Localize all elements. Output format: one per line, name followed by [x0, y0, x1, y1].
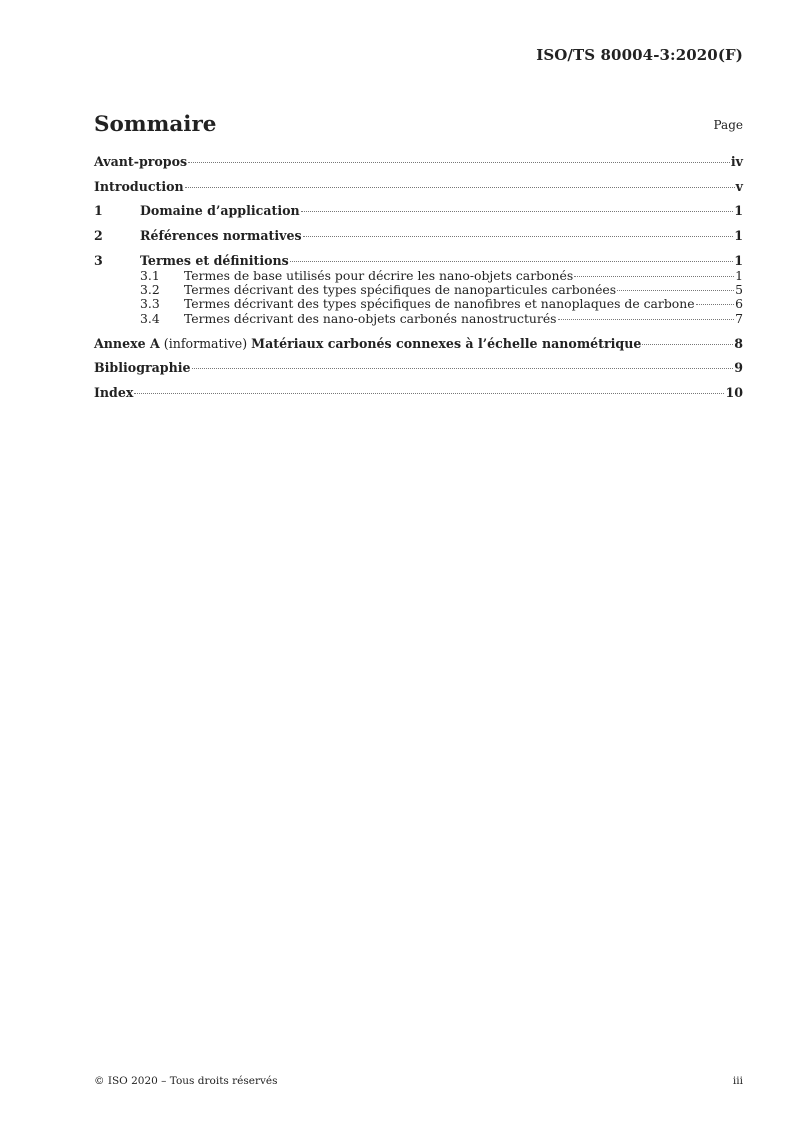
- toc-entry-page: 1: [735, 268, 743, 283]
- page-column-label: Page: [713, 118, 743, 132]
- toc-entry-number: 3: [94, 253, 103, 268]
- toc-entry-prefix: Annexe A: [94, 335, 160, 351]
- toc-entry-number: 1: [94, 203, 103, 218]
- toc-entry-avant-propos[interactable]: [94, 154, 743, 170]
- toc-entry-section-3-1[interactable]: [94, 269, 743, 283]
- dot-leader: [290, 261, 733, 262]
- footer-copyright: © ISO 2020 – Tous droits réservés: [94, 1075, 278, 1087]
- toc-entry-number: 2: [94, 228, 103, 243]
- toc-entry-annex-a[interactable]: [94, 336, 743, 352]
- toc-entry-section-3[interactable]: [94, 253, 743, 269]
- dot-leader: [188, 162, 730, 163]
- toc-entry-label: Matériaux carbonés connexes à l’échelle nanométrique: [251, 335, 642, 351]
- toc-entry-number: 3.3: [140, 296, 160, 312]
- toc-entry-label: Termes décrivant des types spécifiques de nanoparticules carbonées: [184, 282, 617, 298]
- toc-entry-label: Termes décrivant des nano-objets carbonés nanostructurés: [184, 310, 557, 326]
- dot-leader: [192, 368, 734, 369]
- toc-entry-page: 10: [725, 384, 743, 400]
- toc-entry-number: 3.2: [140, 282, 160, 298]
- toc-entry-page: 1: [734, 203, 743, 218]
- toc-entry-label: Introduction: [94, 179, 184, 194]
- dot-leader: [301, 211, 734, 212]
- toc-entry-introduction[interactable]: [94, 179, 743, 195]
- toc-entry-label: Termes décrivant des types spécifiques de nanofibres et nanoplaques de carbone: [184, 296, 695, 312]
- toc-entry-bibliographie[interactable]: [94, 360, 743, 376]
- toc-entry-section-2[interactable]: [94, 228, 743, 244]
- dot-leader: [642, 344, 733, 345]
- table-of-contents: [94, 154, 743, 401]
- toc-entry-number: 3.4: [140, 310, 160, 326]
- toc-entry-label: Avant-propos: [94, 154, 188, 169]
- toc-entry-section-3-4[interactable]: [94, 312, 743, 326]
- dot-leader: [696, 304, 735, 305]
- toc-entry-page: 8: [734, 335, 743, 351]
- toc-entry-index[interactable]: [94, 385, 743, 401]
- toc-entry-page: 6: [735, 296, 743, 312]
- dot-leader: [303, 236, 734, 237]
- dot-leader: [617, 290, 734, 291]
- toc-entry-page: 7: [735, 310, 743, 326]
- toc-entry-label: Bibliographie: [94, 359, 191, 375]
- toc-entry-section-3-3[interactable]: [94, 297, 743, 311]
- footer-page-number: iii: [732, 1075, 743, 1087]
- toc-entry-label: Termes et définitions: [140, 253, 289, 268]
- toc-entry-qualifier: (informative): [163, 335, 248, 351]
- toc-entry-page: iv: [730, 154, 743, 169]
- toc-entry-label: Termes de base utilisés pour décrire les nano-objets carbonés: [184, 268, 574, 283]
- dot-leader: [558, 319, 735, 320]
- page-title: Sommaire: [94, 112, 217, 137]
- toc-entry-section-1[interactable]: [94, 203, 743, 219]
- dot-leader: [134, 393, 724, 394]
- document-identifier: ISO/TS 80004-3:2020(F): [536, 46, 743, 64]
- toc-entry-label: Références normatives: [140, 228, 302, 243]
- toc-entry-label: Domaine d’application: [140, 203, 300, 218]
- toc-entry-page: 5: [735, 282, 743, 298]
- toc-entry-page: 1: [734, 228, 743, 243]
- toc-entry-page: 1: [734, 253, 743, 268]
- dot-leader: [574, 276, 734, 277]
- toc-entry-section-3-2[interactable]: [94, 283, 743, 297]
- toc-entry-page: 9: [734, 359, 743, 375]
- toc-entry-label: Index: [94, 384, 134, 400]
- toc-entry-number: 3.1: [140, 268, 160, 283]
- dot-leader: [185, 187, 735, 188]
- toc-entry-page: v: [735, 179, 743, 194]
